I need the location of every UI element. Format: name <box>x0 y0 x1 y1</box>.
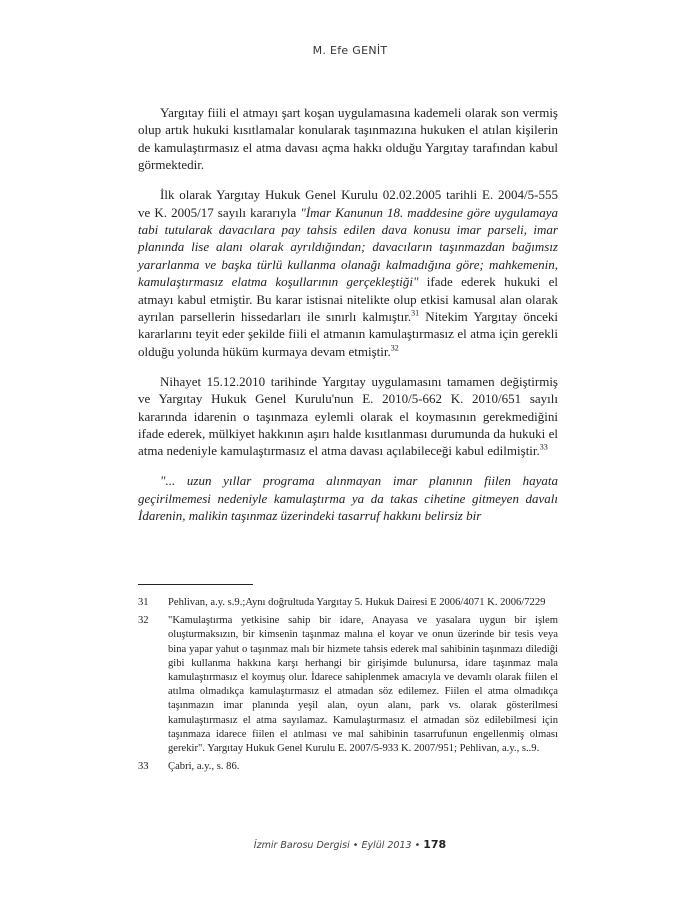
footnote-number: 33 <box>138 761 149 773</box>
footnote-separator <box>138 584 253 585</box>
paragraph-3 <box>138 373 558 460</box>
footnote <box>138 760 558 774</box>
footnotes <box>138 596 558 778</box>
running-header <box>0 44 700 57</box>
paragraph-3-text: Nihayet 15.12.2010 tarihinde Yargıtay uygulamasını tamamen değiştirmiş ve Yargıtay Hukuk Genel Kurulu'nun E. 2010/5-662 K. 2010/651 sayılı kararında idarenin o taşınmaza eylemli olarak el koymasının gerekmediğini ifade ederek, mülkiyet hakkının aşırı halde kısıtlanması durumunda da hukuki el atma nedeniyle kamulaştırmasız el atma davası açılabileceği kabul edilmiştir. <box>138 373 558 459</box>
footnote-number: 31 <box>138 597 149 608</box>
footer-separator: • <box>411 840 424 851</box>
footer-separator: • <box>349 840 362 851</box>
footnote-ref-32: 32 <box>390 343 399 353</box>
paragraph-4-text: "... uzun yıllar programa alınmayan imar planının fiilen hayata geçirilmemesi nedeniyle kamulaştırma ya da takas cihetine gitmeyen davalı İdarenin, malikin taşınmaz üzerindeki tasarruf hakkını belirsiz bir <box>138 473 558 524</box>
author-name: M. Efe GENİT <box>312 44 388 57</box>
page-number: 178 <box>423 838 447 851</box>
footnote-text: Pehlivan, a.y. s.9.;Aynı doğrultuda Yargıtay 5. Hukuk Dairesi E 2006/4071 K. 2006/7229 <box>168 597 546 608</box>
body-text <box>138 104 558 524</box>
paragraph-2-text-c: Nitekim Yargıtay önceki kararlarını teyit eder şekilde fiili el atmanın kamulaştırmasız el atma için gerekli olduğu yolunda hüküm kurmaya devam etmiştir. <box>138 308 558 359</box>
paragraph-2-quote: "İmar Kanunun 18. maddesine göre uygulamaya tabi tutularak davacılara pay tahsis edilen dava konusu imar parseli, imar planında lise alanı olarak ayrıldığından; davacıların taşınmazdan bağımsız yararlanma ve başka türlü kullanma olanağı kalmadığına göre; mahkemenin, kamulaştırmasız elatma koşullarının gerçekleştiği" <box>138 204 558 290</box>
paragraph-2-text-b: ifade ederek hukuki el atmayı kabul etmiştir. Bu karar istisnai nitelikte olup etkisi kamusal alan olarak ayrılan parsellerin hissedarları ile sınırlı kalmıştır. <box>138 274 558 324</box>
issue-date: Eylül 2013 <box>361 840 412 851</box>
paragraph-4-quote <box>138 472 558 524</box>
journal-name: İzmir Barosu Dergisi <box>253 840 350 851</box>
footnote-ref-33: 33 <box>539 442 548 452</box>
running-footer <box>0 838 700 851</box>
paragraph-1: Yargıtay fiili el atmayı şart koşan uygulamasına kademeli olarak son vermiş olup artık hukuki kısıtlamalar konularak taşınmazına hukuken el atılan kişilerin de kamulaştırmasız el atma davası açma hakkı olduğu Yargıtay tarafından kabul görmektedir. <box>138 105 558 173</box>
paragraph-2-text-a: İlk olarak Yargıtay Hukuk Genel Kurulu 02.02.2005 tarihli E. 2004/5-555 ve K. 2005/17 sayılı kararıyla <box>138 187 558 220</box>
footnote-text: Çabri, a.y., s. 86. <box>168 761 240 773</box>
footnote-ref-31: 31 <box>411 308 420 318</box>
footnote <box>138 614 558 756</box>
footnote <box>138 596 558 610</box>
footnote-text: "Kamulaştırma yetkisine sahip bir idare, Anayasa ve yasalara uygun bir işlem oluşturmaksızın, bir kimsenin taşınmaz malına el koyar ve onun üzerinde bir tesis veya bina yapar yahut o taşınmaz malı bir hizmete tahsis ederek mal sahibinin taşınmazı dilediği gibi kullanma hakkına karşı herhangi bir girişimde bulunursa, idare taşınmaz mala kamulaştırmasız el koymuş olur. İdarece sahiplenmek amacıyla ve devamlı olarak fiilen el atılma olmadıkça kamulaştırmasız el atmadan söz edilemez. Fiilen el atma olmadıkça taşınmazın imar planında yeşil alan, oyun alanı, park vs. olarak gösterilmesi kamulaştırmasız el atma sayılamaz. Kamulaştırmasız el atmadan söz edilebilmesi için taşınmaza idarece fiilen el atılması ve mal sahibinin tasarrufunun engellenmiş olması gerekir". Yargıtay Hukuk Genel Kurulu E. 2007/5-933 K. 2007/951; Pehlivan, a.y., s..9. <box>168 615 558 755</box>
paragraph-2 <box>138 186 558 360</box>
footnote-number: 32 <box>138 615 149 627</box>
